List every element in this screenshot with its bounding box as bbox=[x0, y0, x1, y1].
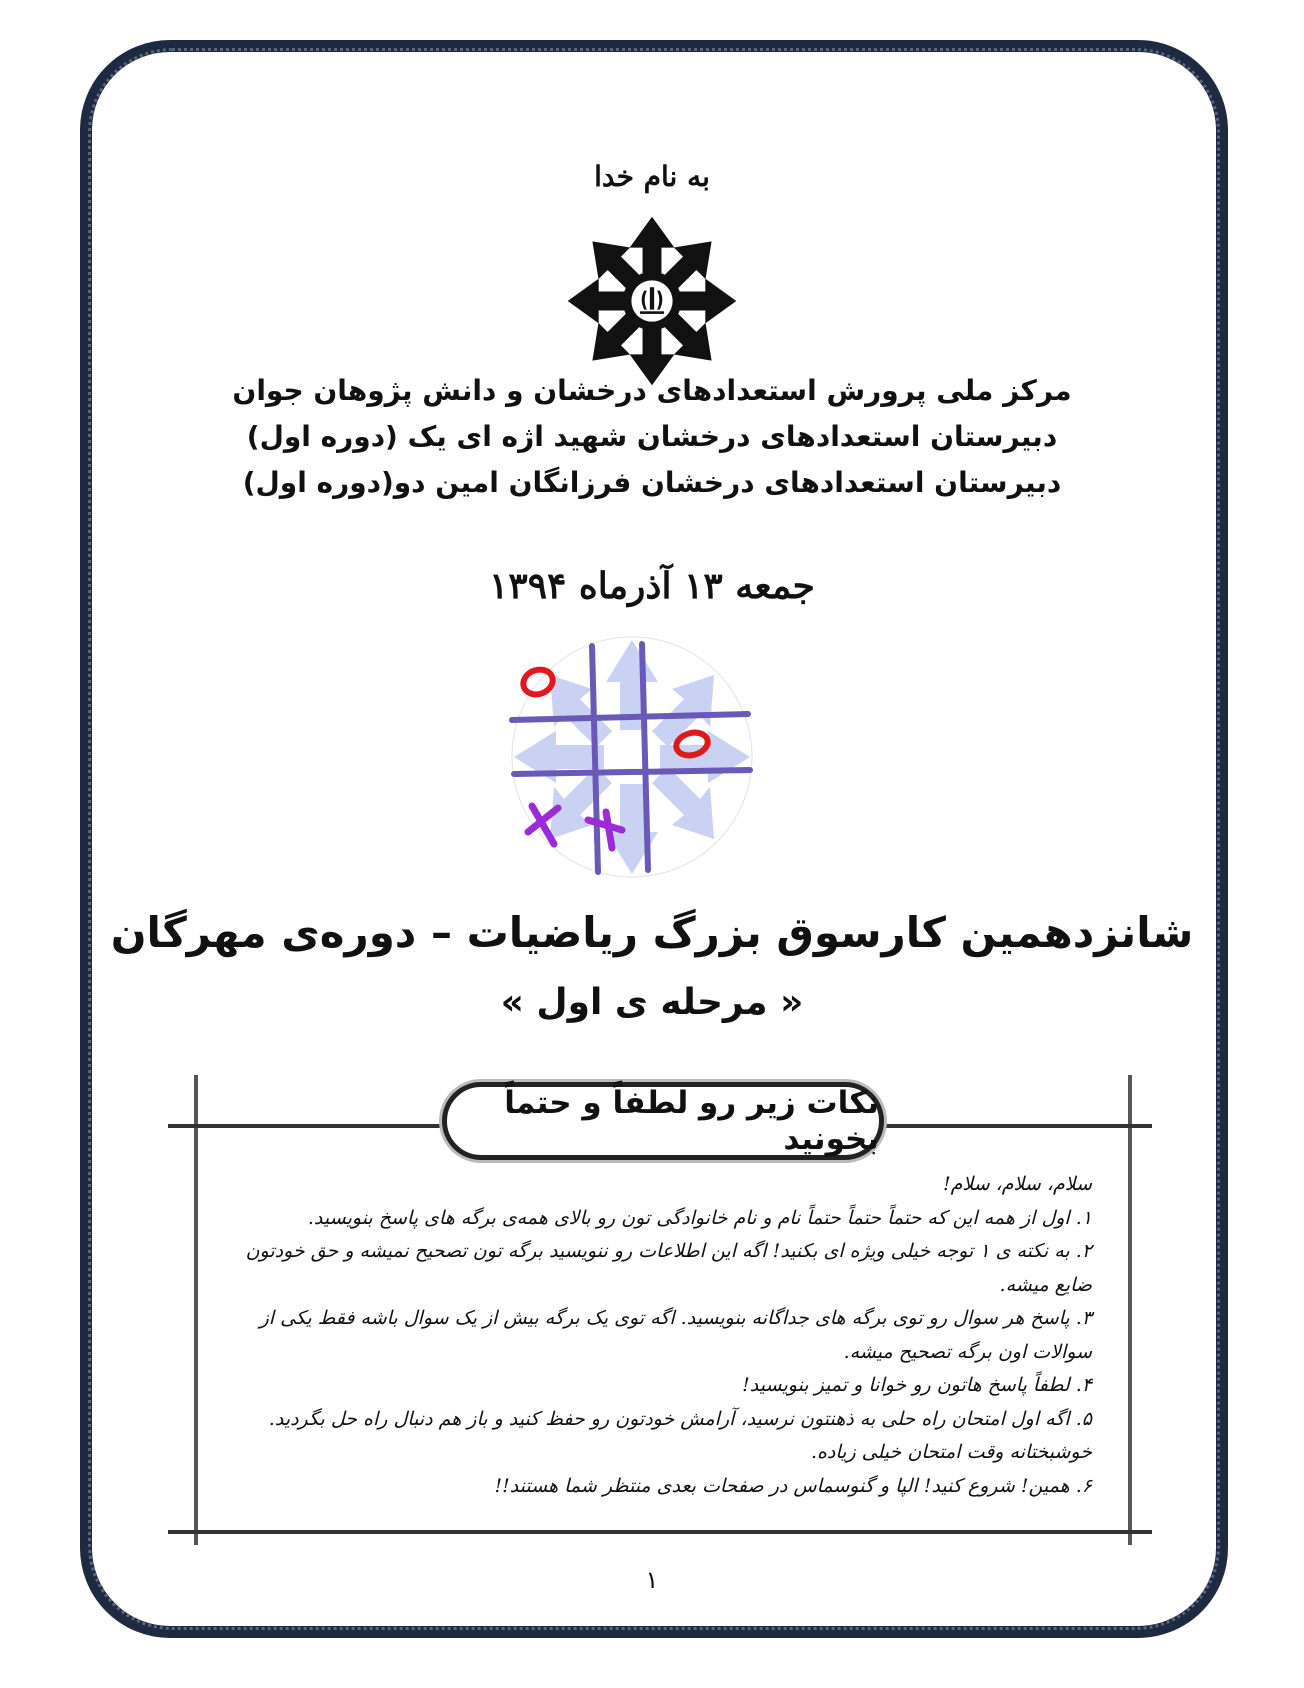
note-item-3: ۳. پاسخ هر سوال رو توی برگه های جداگانه بنویسید. اگه توی یک برگه بیش از یک سوال باشه فقط یکی از سوالات اون برگه تصحیح میشه. bbox=[259, 1307, 1092, 1363]
note-item-2: ۲. به نکته ی ۱ توجه خیلی ویژه ای بکنید! اگه این اطلاعات رو ننویسید برگه تون تصحیح نمیشه و حق خودتون ضایع میشه. bbox=[245, 1240, 1092, 1296]
notes-heading: نکات زیر رو لطفاً و حتماً بخونید bbox=[504, 1085, 879, 1157]
sampad-emblem-icon bbox=[566, 215, 738, 387]
note-item-4: ۴. لطفاً پاسخ هاتون رو خوانا و تمیز بنویسید! bbox=[742, 1374, 1092, 1396]
contest-title: شانزدهمین کارسوق بزرگ ریاضیات – دوره‌ی مهرگان bbox=[110, 908, 1194, 957]
box-right-line bbox=[1128, 1075, 1132, 1545]
bismillah: به نام خدا bbox=[594, 160, 710, 193]
notes-greeting: سلام، سلام، سلام! bbox=[942, 1173, 1092, 1195]
note-item-5: ۵. اگه اول امتحان راه حلی به ذهنتون نرسید، آرامش خودتون رو حفظ کنید و باز هم دنبال راه حل بگردید. خوشبختانه وقت امتحان خیلی زیاده. bbox=[268, 1407, 1092, 1463]
notes-list bbox=[222, 1168, 1092, 1497]
organization-line-3: دبیرستان استعدادهای درخشان فرزانگان امین دو(دوره اول) bbox=[242, 466, 1062, 499]
organization-line-2: دبیرستان استعدادهای درخشان شهید اژه ای یک (دوره اول) bbox=[246, 420, 1058, 453]
box-left-line bbox=[194, 1075, 198, 1545]
tic-tac-toe-logo-icon bbox=[496, 634, 768, 880]
notes-heading-badge bbox=[442, 1082, 884, 1160]
organization-line-1: مرکز ملی پرورش استعدادهای درخشان و دانش پژوهان جوان bbox=[232, 374, 1072, 407]
exam-date: جمعه ۱۳ آذرماه ۱۳۹۴ bbox=[489, 565, 815, 607]
box-bottom-line bbox=[168, 1530, 1152, 1534]
note-item-6: ۶. همین! شروع کنید! الپا و گنوسماس در صفحات بعدی منتظر شما هستند!! bbox=[494, 1474, 1092, 1497]
contest-stage: « مرحله ی اول » bbox=[500, 982, 804, 1023]
note-item-1: ۱. اول از همه این که حتماً حتماً حتماً نام و نام خانوادگی تون رو بالای همه‌ی برگه های پاسخ بنویسید. bbox=[307, 1206, 1092, 1229]
page-number: ۱ bbox=[645, 1566, 659, 1594]
